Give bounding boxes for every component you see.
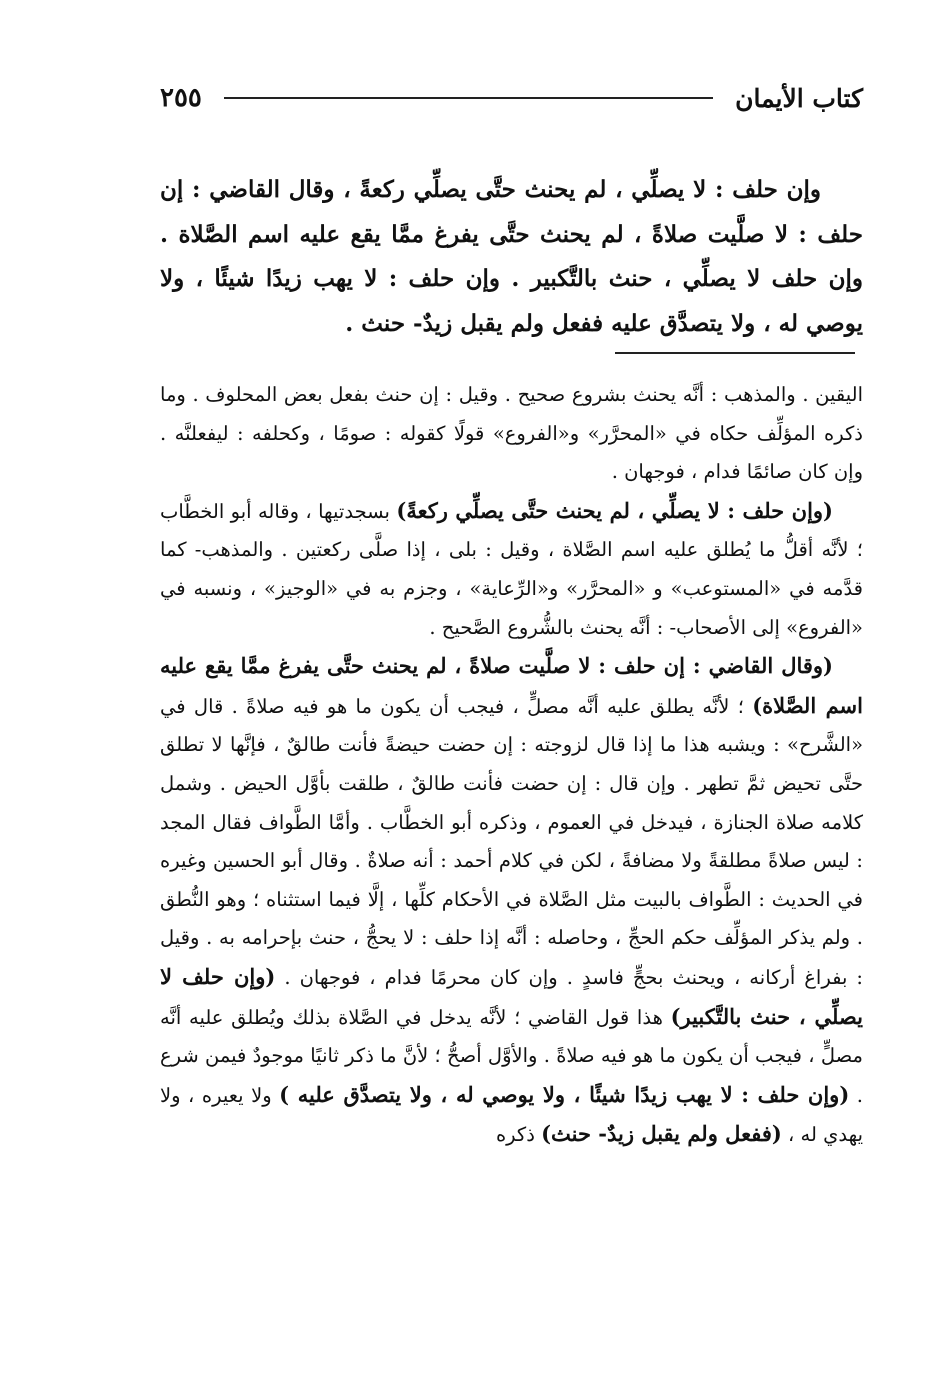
commentary-text: ذكره <box>495 1123 542 1147</box>
footnote-separator <box>615 352 855 354</box>
page-header <box>160 78 863 118</box>
commentary-paragraph-1: اليقين . والمذهب : أنَّه يحنث بشروع صحيح . وقيل : إن حنث بفعل بعض المحلوف . وما ذكره المؤلِّف حكاه في «المحرَّر» و«الفروع» قولًا كقوله : صومًا ، وكحلفه : ليفعلنَّه . وإن كان صائمًا فدام ، فوجهان . <box>160 383 863 484</box>
quoted-text: (وقال القاضي : إن حلف : لا صلَّيت صلاةً ، لم يحنث حتَّى يفرغ ممَّا يقع عليه اسم الصَّلاة) <box>160 653 863 718</box>
commentary-paragraph-3 <box>160 647 863 1155</box>
commentary-text: ؛ لأنَّه يطلق عليه أنَّه مصلٍّ ، فيجب أن يكون ما هو فيه صلاةً . قال في «الشَّرح» : ويشبه هذا ما إذا قال لزوجته : إن حضت حيضةً فأنت طالقٌ ، فإنَّها لا تطلق حتَّى تحيض ثمَّ تطهر . وإن قال : إن حضت فأنت طالقٌ ، طلقت بأوَّل الحيض . وشمل كلامه صلاة الجنازة ، فيدخل في العموم ، وذكره أبو الخطَّاب . وأمَّا الطَّواف فقال المجد : ليس صلاةً مطلقةً ولا مضافةً ، لكن في كلام أحمد : أنه صلاةٌ . وقال أبو الحسين وغيره في الحديث : الطَّواف بالبيت مثل الصَّلاة في الأحكام كلِّها ، إلَّا فيما استثناه ؛ وهو النُّطق . ولم يذكر المؤلِّف حكم الحجِّ ، وحاصله : أنَّه إذا حلف : لا يحجُّ ، حنث بإحرامه به . وقيل : بفراغ أركانه ، ويحنث بحجٍّ فاسدٍ . وإن كان محرمًا فدام ، فوجهان . <box>160 694 864 989</box>
commentary-paragraph-2 <box>160 492 863 647</box>
commentary <box>160 376 863 1155</box>
main-text-paragraph: وإن حلف : لا يصلِّي ، لم يحنث حتَّى يصلِّي ركعةً ، وقال القاضي : إن حلف : لا صلَّيت صلاةً ، لم يحنث حتَّى يفرغ ممَّا يقع عليه اسم الصَّلاة . وإن حلف لا يصلِّي ، حنث بالتَّكبير . وإن حلف : لا يهب زيدًا شيئًا ، ولا يوصي له ، ولا يتصدَّق عليه ففعل ولم يقبل زيدٌ- حنث . <box>160 176 863 337</box>
commentary-text: هذا قول القاضي ؛ لأنَّه يدخل في الصَّلاة بذلك ويُطلق عليه أنَّه مصلٍّ ، فيجب أن يكون ما هو فيه صلاةً . والأوَّل أصحُّ ؛ لأنَّ ما ذكر ثانيًا موجودٌ فيمن شرع . <box>160 1005 863 1107</box>
page-number: ٢٥٥ <box>160 83 202 113</box>
quoted-text: (وإن حلف لا يصلِّي ، حنث بالتَّكبير) <box>160 963 863 1029</box>
commentary-text: ولا يعيره ، ولا يهدي له ، <box>160 1083 863 1147</box>
quoted-text: (ففعل ولم يقبل زيدٌ- حنث) <box>541 1121 782 1147</box>
commentary-text: بسجدتيها ، وقاله أبو الخطَّاب ؛ لأنَّه أقلُّ ما يُطلق عليه اسم الصَّلاة ، وقيل : بلى ، إذا صلَّى ركعتين . والمذهب- كما قدَّمه في «المستوعب» و «المحرَّر» و«الرِّعاية» ، وجزم به في «الوجيز» ، ونسبه في «الفروع» إلى الأصحاب- : أنَّه يحنث بالشُّروع الصَّحيح . <box>160 499 863 639</box>
quoted-text: (وإن حلف : لا يصلِّي ، لم يحنث حتَّى يصلِّي ركعةً) <box>396 497 833 523</box>
quoted-text: (وإن حلف : لا يهب زيدًا شيئًا ، ولا يوصي له ، ولا يتصدَّق عليه ) <box>279 1081 850 1107</box>
header-rule <box>224 97 713 99</box>
main-text <box>160 168 863 346</box>
chapter-title: كتاب الأيمان <box>735 83 863 113</box>
